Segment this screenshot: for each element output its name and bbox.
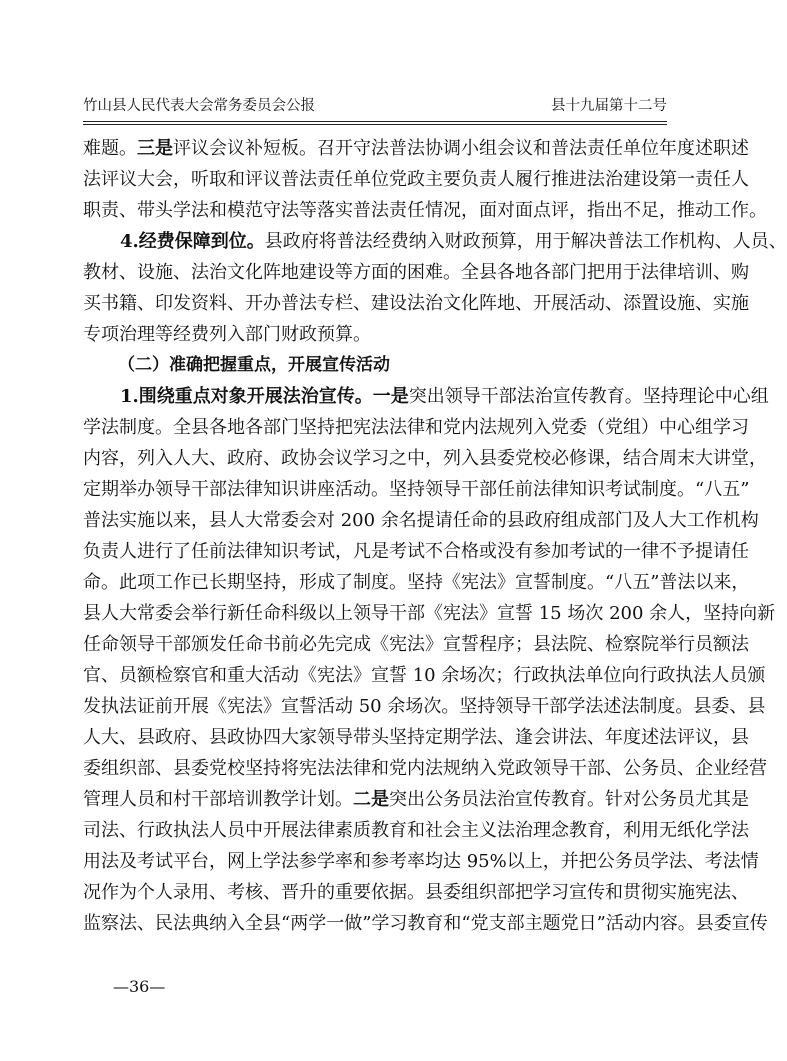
text-run: 用法及考试平台，网上学法参学率和参考率均达 95%以上，并把公务员学法、考法情	[83, 851, 759, 872]
text-line	[83, 505, 759, 536]
bold-run: 1.围绕重点对象开展法治宣传。	[120, 386, 373, 407]
text-line	[83, 567, 750, 598]
text-line	[83, 815, 749, 846]
text-run: 委组织部、县委党校坚持将宪法法律和党内法规纳入党政领导干部、公务员、企业经营	[83, 758, 767, 779]
text-run: 突出公务员法治宣传教育。针对公务员尤其是	[389, 789, 749, 810]
text-run: 发执法证前开展《宪法》宣誓活动 50 余场次。坚持领导干部学法述法制度。县委、县	[83, 696, 766, 717]
bold-run: 4.经费保障到位。	[120, 231, 265, 252]
text-line	[83, 319, 667, 350]
text-line	[83, 536, 749, 567]
text-run: 评议会议补短板。召开守法普法协调小组会议和普法责任单位年度述职述	[173, 138, 749, 159]
text-run: 官、员额检察官和重大活动《宪法》宣誓 10 余场次；行政执法单位向行政执法人员颁	[83, 665, 766, 686]
text-line	[83, 753, 767, 784]
text-run: 监察法、民法典纳入全县“两学一做”学习教育和“党支部主题党日”活动内容。县委宣传	[83, 913, 768, 934]
text-line	[83, 195, 767, 226]
header-issue-number: 县十九届第十二号	[551, 98, 667, 114]
section-subheading	[83, 350, 667, 381]
page-number: —36—	[113, 977, 166, 996]
text-line	[83, 691, 766, 722]
text-line	[83, 846, 759, 877]
text-run: 任命领导干部颁发任命书前必先完成《宪法》宣誓程序；县法院、检察院举行员额法	[83, 634, 749, 655]
header-rule-thin	[83, 124, 667, 125]
text-line	[83, 474, 750, 505]
bold-run: 一是	[372, 386, 409, 407]
text-line	[83, 908, 768, 939]
text-run: 难题。	[83, 138, 137, 159]
text-run: 命。此项工作已长期坚持，形成了制度。坚持《宪法》宣誓制度。“八五”普法以来，	[83, 572, 750, 593]
text-run: 法评议大会，听取和评议普法责任单位党政主要负责人履行推进法治建设第一责任人	[83, 169, 749, 190]
text-run: 教材、设施、法治文化阵地建设等方面的困难。全县各地各部门把用于法律培训、购	[83, 262, 749, 283]
text-run: 管理人员和村干部培训教学计划。	[83, 789, 353, 810]
text-line	[83, 412, 749, 443]
text-run: 县人大常委会举行新任命科级以上领导干部《宪法》宣誓 15 场次 200 余人，坚持向新	[83, 603, 776, 624]
header-publication-title: 竹山县人民代表大会常务委员会公报	[83, 98, 315, 114]
text-line	[83, 133, 749, 164]
text-line	[83, 226, 787, 257]
text-run: 负责人进行了任前法律知识考试，凡是考试不合格或没有参加考试的一律不予提请任	[83, 541, 749, 562]
text-line	[83, 598, 776, 629]
text-line	[83, 164, 749, 195]
text-line	[83, 443, 767, 474]
text-line	[83, 877, 749, 908]
body-text	[83, 133, 787, 939]
text-line	[83, 381, 769, 412]
text-run: 专项治理等经费列入部门财政预算。	[83, 324, 371, 345]
page-header	[83, 96, 667, 116]
text-run: 况作为个人录用、考核、晋升的重要依据。县委组织部把学习宣传和贯彻实施宪法、	[83, 882, 749, 903]
header-rule-thick	[83, 121, 667, 122]
text-line	[83, 257, 749, 288]
text-line	[83, 660, 766, 691]
text-run: 定期举办领导干部法律知识讲座活动。坚持领导干部任前法律知识考试制度。“八五”	[83, 479, 750, 500]
text-run: （二）准确把握重点，开展宣传活动	[118, 355, 390, 375]
text-run: 人大、县政府、县政协四大家领导带头坚持定期学法、逢会讲法、年度述法评议，县	[83, 727, 749, 748]
text-run: 职责、带头学法和模范守法等落实普法责任情况，面对面点评，指出不足，推动工作。	[83, 200, 767, 221]
text-run: 突出领导干部法治宣传教育。坚持理论中心组	[408, 386, 769, 407]
text-line	[83, 288, 749, 319]
text-run: 学法制度。全县各地各部门坚持把宪法法律和党内法规列入党委（党组）中心组学习	[83, 417, 749, 438]
text-run: 司法、行政执法人员中开展法律素质教育和社会主义法治理念教育，利用无纸化学法	[83, 820, 749, 841]
text-line	[83, 629, 749, 660]
bold-run: 二是	[353, 789, 389, 810]
text-run: 买书籍、印发资料、开办普法专栏、建设法治文化阵地、开展活动、添置设施、实施	[83, 293, 749, 314]
bold-run: 三是	[137, 138, 173, 159]
text-line	[83, 722, 749, 753]
text-run: 普法实施以来，县人大常委会对 200 余名提请任命的县政府组成部门及人大工作机构	[83, 510, 759, 531]
text-run: 内容，列入人大、政府、政协会议学习之中，列入县委党校必修课，结合周末大讲堂，	[83, 448, 767, 469]
text-line	[83, 784, 749, 815]
text-run: 县政府将普法经费纳入财政预算，用于解决普法工作机构、人员、	[264, 231, 787, 252]
